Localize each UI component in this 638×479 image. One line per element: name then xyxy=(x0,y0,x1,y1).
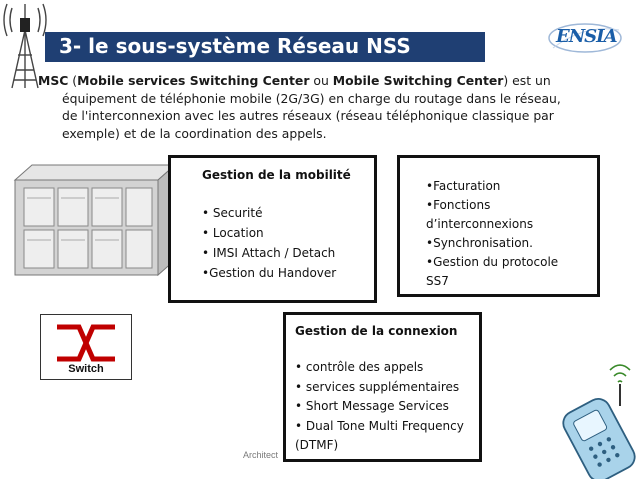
connection-item: • Dual Tone Multi Frequency xyxy=(295,418,464,433)
mobile-phone-icon xyxy=(560,362,638,479)
switch-symbol xyxy=(40,314,132,380)
msc-term: MSC xyxy=(38,73,69,88)
billing-item: •Gestion du protocole xyxy=(426,255,559,269)
mobility-management-box xyxy=(168,155,377,303)
logo-text: ENSIA xyxy=(556,26,617,47)
billing-item: SS7 xyxy=(426,274,449,288)
intro-line: exemple) et de la coordination des appels. xyxy=(62,125,327,141)
switch-label: Switch xyxy=(68,363,104,375)
billing-item: •Fonctions xyxy=(426,198,491,212)
mobility-heading: Gestion de la mobilité xyxy=(202,168,351,182)
billing-item: •Facturation xyxy=(426,179,501,193)
title-bar xyxy=(45,32,485,62)
switch-icon xyxy=(57,323,115,363)
connection-management-box xyxy=(283,312,482,462)
connection-item: • Short Message Services xyxy=(295,399,449,413)
intro-line: de l'interconnexion avec les autres réseaux (réseau téléphonique classique par xyxy=(62,108,554,123)
billing-item: •Synchronisation. xyxy=(426,236,533,250)
server-cabinet-icon xyxy=(10,160,180,280)
mobility-item: • Location xyxy=(202,226,264,240)
page-title: 3- le sous-système Réseau NSS xyxy=(59,34,411,58)
billing-item: d’interconnexions xyxy=(426,217,534,231)
intro-line: équipement de téléphonie mobile (2G/3G) en charge du routage dans le réseau, xyxy=(62,90,561,106)
mobility-item: • Securité xyxy=(202,206,263,220)
connection-item: (DTMF) xyxy=(295,438,339,452)
mobility-item: • IMSI Attach / Detach xyxy=(202,246,336,260)
mobility-item: •Gestion du Handover xyxy=(202,266,337,280)
footer-text: Architect xyxy=(243,450,279,460)
connection-heading: Gestion de la connexion xyxy=(295,324,458,338)
billing-functions-box xyxy=(397,155,600,297)
connection-item: • contrôle des appels xyxy=(295,360,424,374)
connection-item: • services supplémentaires xyxy=(295,379,460,394)
intro-paragraph: MSC (Mobile services Switching Center ou Mobile Switching Center) est un équipement de téléphonie mobile (2G/3G) en charge du routage dans le réseau, de l'interconnexion avec les autres réseaux (réseau téléphonique classique par exemple) et de la coordination des appels. xyxy=(38,72,598,142)
